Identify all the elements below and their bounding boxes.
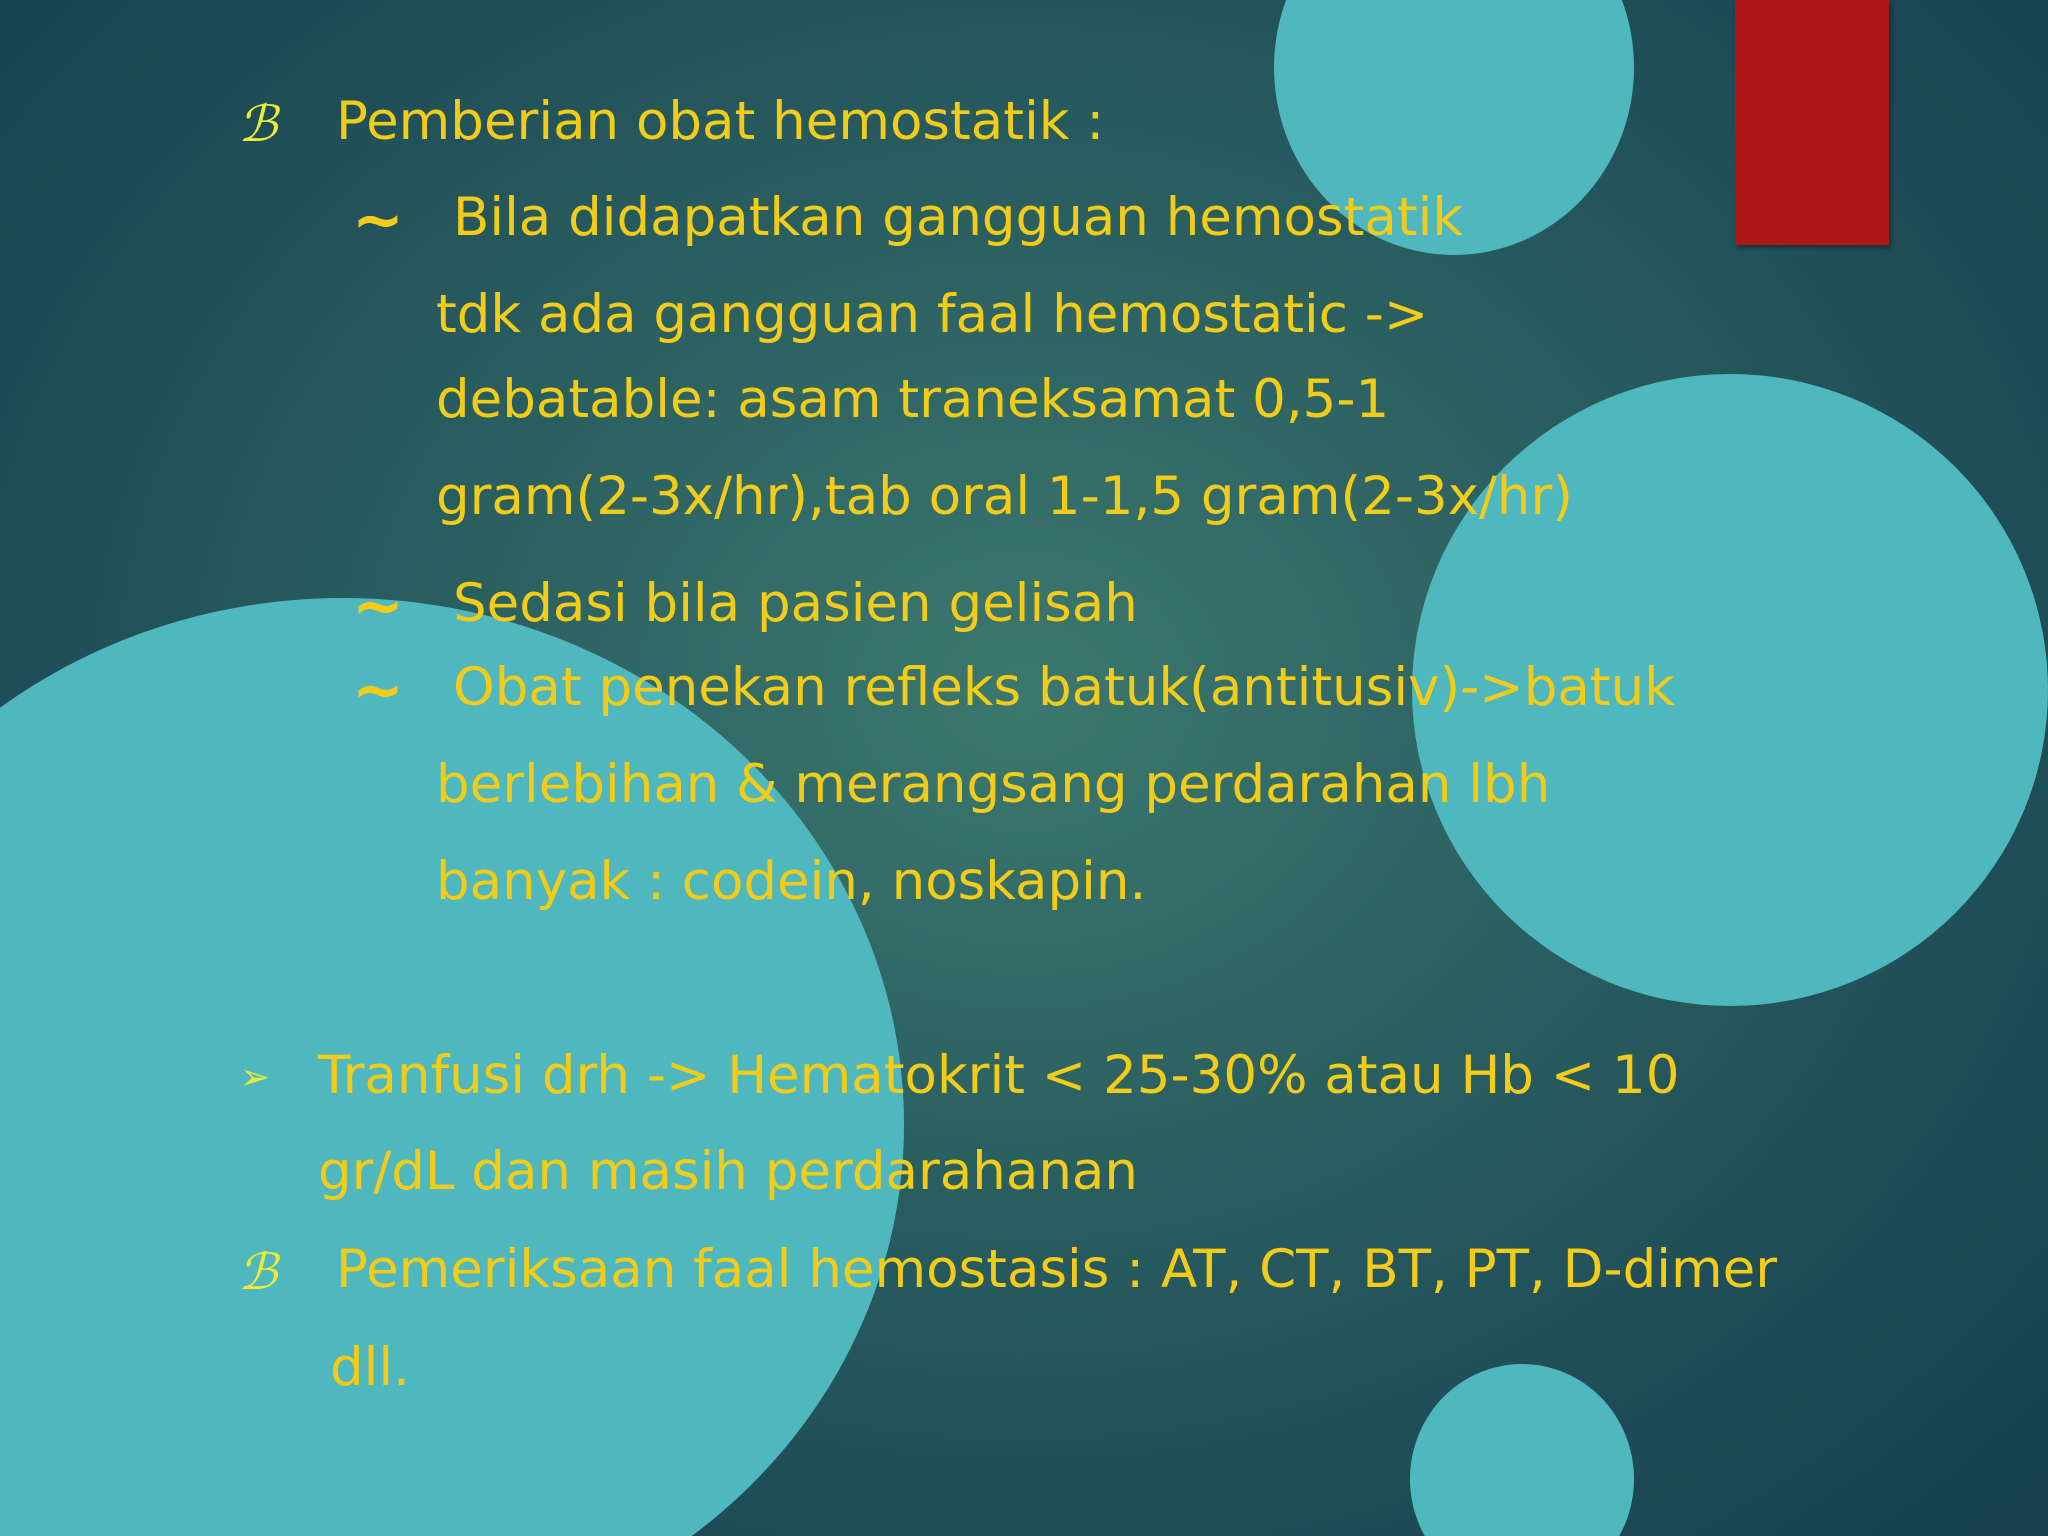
subitem-2-line-1: Sedasi bila pasien gelisah (453, 573, 1138, 634)
arrow-bullet-icon: ➢ (240, 1057, 271, 1098)
accent-rectangle (1735, 0, 1889, 245)
subitem-3-line-1: Obat penekan refleks batuk(antitusiv)->batuk (453, 657, 1675, 718)
subitem-1-line-1: Bila didapatkan gangguan hemostatik (453, 187, 1464, 248)
tilde-bullet-icon: ~ (352, 183, 404, 256)
subitem-3-line-3: banyak : codein, noskapin. (436, 851, 1147, 912)
decorative-circle-bottom (1410, 1364, 1634, 1536)
script-bullet-icon: ℬ (238, 1243, 278, 1301)
item-3-line-1: Pemeriksaan faal hemostasis : AT, CT, BT, PT, D-dimer (336, 1239, 1778, 1300)
subitem-1-line-2: tdk ada gangguan faal hemostatic -> (436, 284, 1429, 345)
script-bullet-icon: ℬ (238, 95, 278, 153)
tilde-bullet-icon: ~ (352, 569, 404, 642)
subitem-1-line-3: debatable: asam traneksamat 0,5-1 (436, 369, 1390, 430)
item-2-line-2: gr/dL dan masih perdarahanan (318, 1141, 1138, 1202)
item-2-line-1: Tranfusi drh -> Hematokrit < 25-30% atau Hb < 10 (318, 1045, 1680, 1106)
subitem-1-line-4: gram(2-3x/hr),tab oral 1-1,5 gram(2-3x/hr) (436, 466, 1573, 527)
item-1-heading: Pemberian obat hemostatik : (336, 91, 1105, 152)
tilde-bullet-icon: ~ (352, 653, 404, 726)
subitem-3-line-2: berlebihan & merangsang perdarahan lbh (436, 754, 1551, 815)
item-3-line-2: dll. (330, 1337, 410, 1398)
